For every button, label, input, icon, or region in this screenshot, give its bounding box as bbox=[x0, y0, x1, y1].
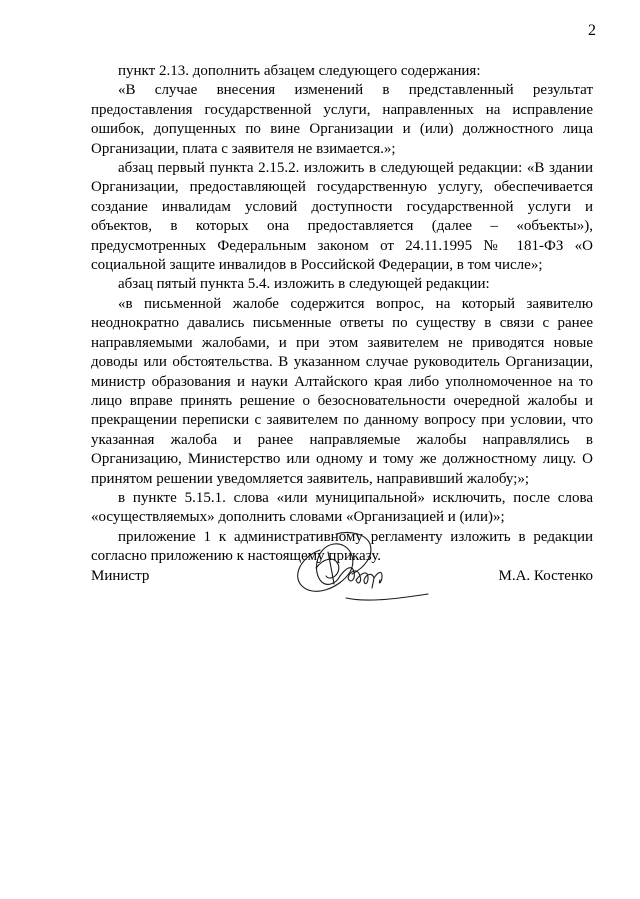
paragraph-clause-5-4: абзац пятый пункта 5.4. изложить в следующей редакции: bbox=[118, 276, 490, 293]
paragraph-quote-fee: «В случае внесения изменений в представленный результат предоставления государственной услуги, направленных на исправление ошибок, допущенных по вине Организации и (или) должностного лица Организации, плата с заявителя не взимается.»; bbox=[91, 82, 593, 157]
handwritten-signature bbox=[290, 528, 432, 612]
document-body bbox=[91, 62, 593, 567]
paragraph-clause-2-13: пункт 2.13. дополнить абзацем следующего содержания: bbox=[118, 63, 481, 79]
paragraph-clause-2-15-2: абзац первый пункта 2.15.2. изложить в следующей редакции: «В здании Организации, предоставляющей государственную услугу, обеспечивается создание инвалидам условий доступности государственной услуги и объектов, в которых она предоставляется (далее – «объекты»), предусмотренных Федеральным законом от 24.11.1995 № 181-ФЗ «О социальной защите инвалидов в Российской Федерации, в том числе»; bbox=[91, 160, 593, 274]
signatory-name: М.А. Костенко bbox=[498, 568, 593, 584]
paragraph-appendix: приложение 1 к административному регламенту изложить в редакции согласно приложению к настоящему приказу. bbox=[91, 528, 593, 565]
page-number: 2 bbox=[588, 22, 596, 39]
paragraph-quote-complaint: «в письменной жалобе содержится вопрос, на который заявителю неоднократно давались письменные ответы по существу в связи с ранее направляемыми жалобами, и при этом заявителем не приводятся новые доводы или обстоятельства. В указанном случае руководитель Организации, министр образования и науки Алтайского края либо уполномоченное на то лицо вправе принять решение о безосновательности очередной жалобы и прекращении переписки с заявителем по данному вопросу при условии, что указанная жалоба и ранее направляемые жалобы направлялись в Организацию, Министерство или одному и тому же должностному лицу. О принятом решении уведомляется заявитель, направивший жалобу;»; bbox=[91, 295, 593, 487]
paragraph-clause-5-15-1: в пункте 5.15.1. слова «или муниципальной» исключить, после слова «осуществляемых» дополнить словами «Организацией и (или)»; bbox=[91, 489, 593, 526]
signatory-title: Министр bbox=[91, 568, 150, 584]
